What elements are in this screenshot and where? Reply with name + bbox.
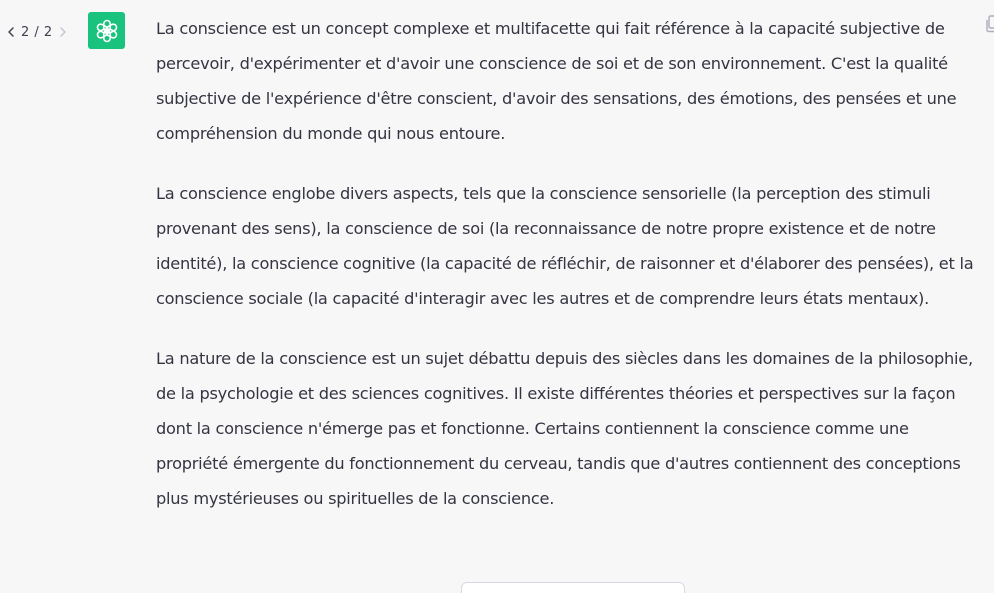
floating-control[interactable] <box>461 582 685 593</box>
chevron-right-icon[interactable] <box>56 22 70 42</box>
copy-icon[interactable] <box>985 14 994 34</box>
pager-count: 2 / 2 <box>21 24 53 40</box>
message-content <box>156 11 976 541</box>
response-pager <box>4 22 70 42</box>
message-paragraph: La nature de la conscience est un sujet débattu depuis des siècles dans les domaines de la philosophie, de la psychologie et des sciences cognitives. Il existe différentes théories et perspectives sur la façon dont la conscience n'émerge pas et fonctionne. Certains contiennent la conscience comme une propriété émergente du fonctionnement du cerveau, tandis que d'autres contiennent des conceptions plus mystérieuses ou spirituelles de la conscience. <box>156 349 973 508</box>
assistant-avatar <box>88 12 125 49</box>
message-paragraph: La conscience englobe divers aspects, tels que la conscience sensorielle (la perception des stimuli provenant des sens), la conscience de soi (la reconnaissance de notre propre existence et de notre identité), la conscience cognitive (la capacité de réfléchir, de raisonner et d'élaborer des pensées), et la conscience sociale (la capacité d'interagir avec les autres et de comprendre leurs états mentaux). <box>156 184 974 308</box>
message-paragraph: La conscience est un concept complexe et multifacette qui fait référence à la capacité subjective de percevoir, d'expérimenter et d'avoir une conscience de soi et de son environnement. C'est la qualité subjective de l'expérience d'être conscient, d'avoir des sensations, des émotions, des pensées et une compréhension du monde qui nous entoure. <box>156 19 957 143</box>
openai-logo-icon <box>94 18 120 44</box>
chevron-left-icon[interactable] <box>4 22 18 42</box>
